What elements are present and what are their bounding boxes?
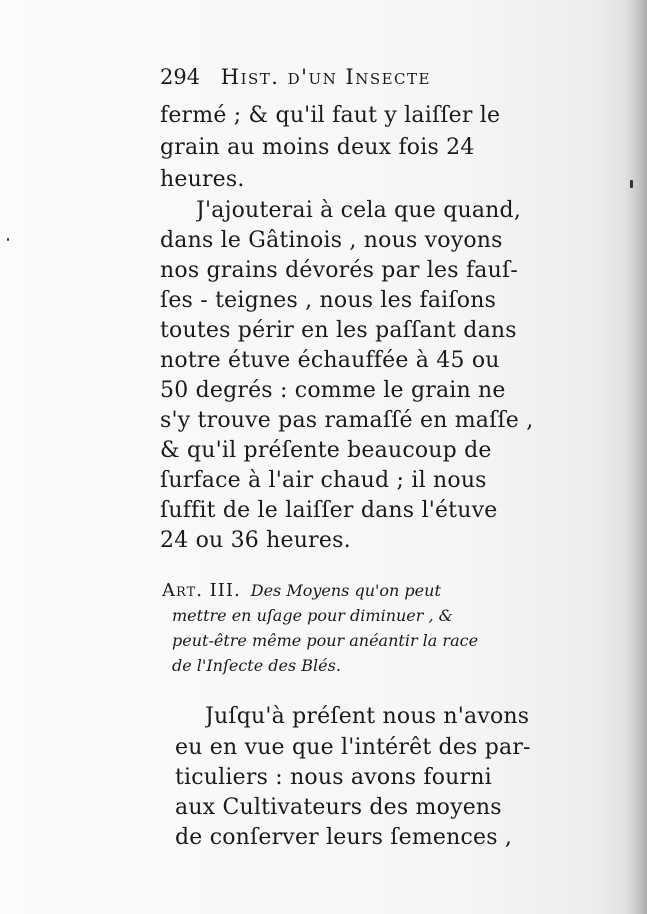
running-title: Hist. d'un Insecte <box>220 65 431 89</box>
body-line: ticuliers : nous avons fourni <box>175 765 492 790</box>
body-line: aux Cultivateurs des moyens <box>175 795 502 820</box>
section-title-line: peut-être même pour anéantir la race <box>172 631 479 650</box>
body-line: 50 degrés : comme le grain ne <box>160 378 506 403</box>
body-line: toutes périr en les paſſant dans <box>160 318 517 343</box>
paragraph-first-line: Juſqu'à préſent nous n'avons <box>205 704 530 729</box>
body-line: 24 ou 36 heures. <box>160 528 351 553</box>
section-title-line: de l'Inſecte des Blés. <box>172 656 341 675</box>
section-title-line: Des Moyens qu'on peut <box>250 581 441 600</box>
body-line: fermé ; & qu'il faut y laiſſer le <box>160 103 501 128</box>
ink-speck <box>630 180 633 188</box>
section-heading-line <box>162 578 567 604</box>
body-line: ſurface à l'air chaud ; il nous <box>160 468 487 493</box>
body-line: heures. <box>160 167 245 192</box>
section-title-line: mettre en uſage pour diminuer , & <box>172 606 453 625</box>
body-line: eu en vue que l'intérêt des par- <box>175 735 531 760</box>
page-edge-shadow <box>625 0 647 914</box>
running-header <box>160 62 560 92</box>
ink-speck <box>7 238 9 241</box>
section-label: Art. III. <box>162 580 241 601</box>
body-line: dans le Gâtinois , nous voyons <box>160 228 503 253</box>
body-line: de conſerver leurs ſemences , <box>175 825 513 850</box>
body-line: & qu'il préſente beaucoup de <box>160 438 492 463</box>
body-line: nos grains dévorés par les fauſ- <box>160 258 518 283</box>
paragraph-first-line: J'ajouterai à cela que quand, <box>196 198 522 223</box>
body-line: notre étuve échauffée à 45 ou <box>160 348 500 373</box>
body-line: ſuffit de le laiſſer dans l'étuve <box>160 498 498 523</box>
body-line: s'y trouve pas ramaſſé en maſſe , <box>160 408 534 433</box>
body-line: ſes - teignes , nous les faiſons <box>160 288 497 313</box>
page-number: 294 <box>160 65 201 89</box>
body-line: grain au moins deux fois 24 <box>160 135 475 160</box>
